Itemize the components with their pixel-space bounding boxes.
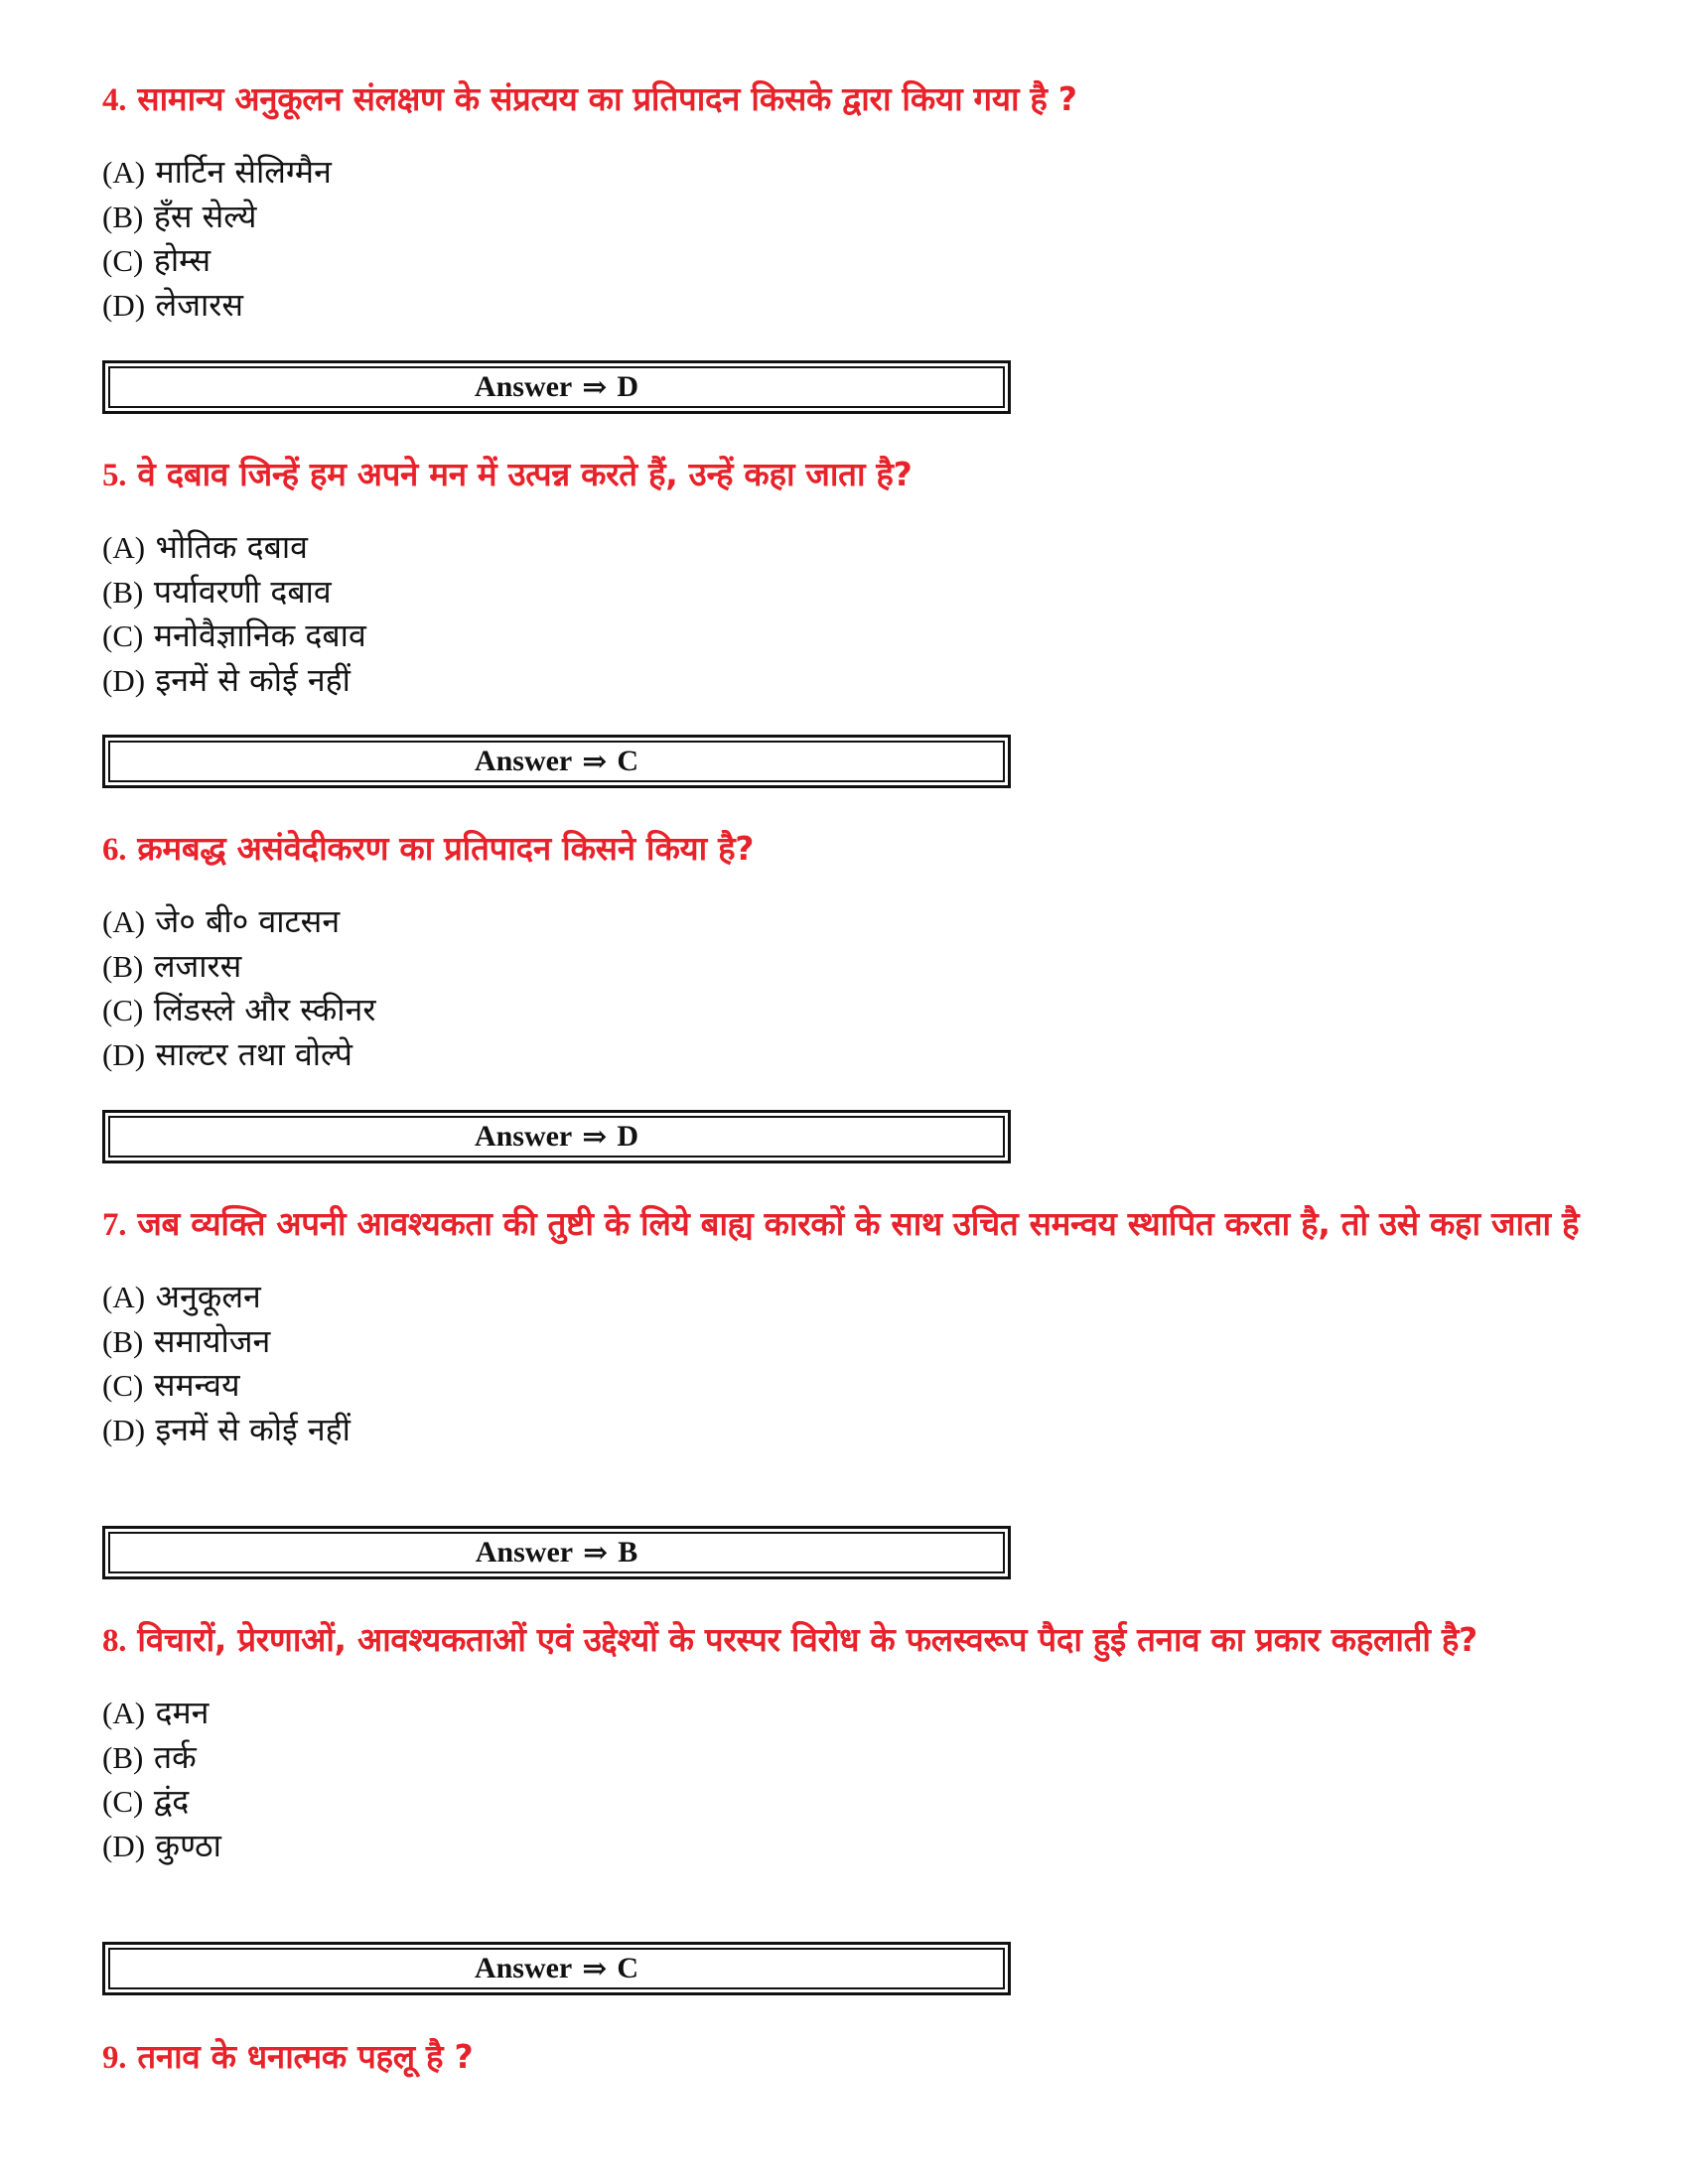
option-text: जे० बी० वाटसन: [155, 902, 341, 940]
answer-value: D: [617, 1120, 639, 1153]
option-letter: (A): [102, 904, 146, 939]
answer-inner: [108, 366, 1005, 408]
option-text: पर्यावरणी दबाव: [153, 572, 332, 611]
option-d: [102, 1408, 1592, 1452]
option-d: [102, 1032, 1592, 1077]
option-letter: (C): [102, 1784, 144, 1819]
option-a: [102, 150, 1592, 195]
option-letter: (D): [102, 1412, 146, 1447]
option-text: हँस सेल्ये: [153, 197, 257, 235]
answer-value: C: [617, 1952, 639, 1984]
option-letter: (D): [102, 1036, 146, 1072]
option-letter: (C): [102, 243, 144, 278]
question-body: वे दबाव जिन्हें हम अपने मन में उत्पन्न करते हैं, उन्हें कहा जाता है?: [137, 455, 913, 493]
option-text: भोतिक दबाव: [155, 528, 308, 566]
option-a: [102, 899, 1592, 944]
option-text: तर्क: [153, 1737, 197, 1776]
answer-label: Answer: [474, 1952, 573, 1984]
option-text: लेजारस: [155, 285, 243, 324]
answer-value: C: [617, 745, 639, 777]
option-letter: (A): [102, 1280, 146, 1314]
answer-inner: [108, 1116, 1005, 1158]
option-letter: (B): [102, 574, 144, 610]
question-body: तनाव के धनात्मक पहलू है ?: [137, 2037, 474, 2076]
option-c: [102, 1363, 1592, 1408]
answer-box-4: [102, 360, 1011, 414]
option-b: [102, 570, 1592, 614]
question-number: 8.: [102, 1623, 127, 1659]
option-letter: (C): [102, 1368, 144, 1403]
question-body: जब व्यक्ति अपनी आवश्यकता की तुष्टी के लिये बाह्य कारकों के साथ उचित समन्वय स्थापित करता है, तो उसे कहा जाता है: [137, 1204, 1580, 1243]
option-letter: (B): [102, 1323, 144, 1359]
option-text: मनोवैज्ञानिक दबाव: [153, 616, 366, 654]
answer-inner: [108, 741, 1005, 782]
option-letter: (D): [102, 287, 146, 323]
options-list: [102, 1691, 1592, 1867]
question-body: क्रमबद्ध असंवेदीकरण का प्रतिपादन किसने किया है?: [137, 829, 755, 868]
answer-label: Answer: [474, 1120, 573, 1153]
option-d: [102, 1824, 1592, 1868]
option-c: [102, 614, 1592, 658]
answer-box-6: [102, 1110, 1011, 1163]
option-text: साल्टर तथा वोल्पे: [155, 1034, 352, 1073]
option-letter: (B): [102, 948, 144, 984]
question-body: सामान्य अनुकूलन संलक्षण के संप्रत्यय का प्रतिपादन किसके द्वारा किया गया है ?: [137, 79, 1077, 118]
question-number: 6.: [102, 832, 127, 868]
option-text: होम्स: [153, 241, 211, 279]
option-text: समायोजन: [153, 1321, 271, 1360]
option-text: दमन: [155, 1694, 210, 1731]
option-letter: (D): [102, 662, 146, 698]
option-a: [102, 1275, 1592, 1319]
question-number: 9.: [102, 2040, 127, 2076]
question-block-8: [102, 1618, 1592, 1867]
option-text: लजारस: [153, 946, 242, 985]
option-letter: (B): [102, 199, 144, 234]
option-b: [102, 944, 1592, 989]
question-text: [102, 827, 1592, 872]
option-letter: (C): [102, 993, 144, 1027]
option-b: [102, 195, 1592, 239]
option-c: [102, 1779, 1592, 1824]
option-text: इनमें से कोई नहीं: [155, 1410, 351, 1448]
option-c: [102, 988, 1592, 1032]
question-text: [102, 1202, 1592, 1247]
question-block-6: [102, 827, 1592, 1076]
option-letter: (C): [102, 618, 144, 653]
option-a: [102, 1691, 1592, 1735]
option-text: द्वंद: [153, 1782, 190, 1820]
question-block-4: [102, 77, 1592, 327]
question-body: विचारों, प्रेरणाओं, आवश्यकताओं एवं उद्देश्यों के परस्पर विरोध के फलस्वरूप पैदा हुई तनाव का प्रकार कहलाती है?: [137, 1620, 1477, 1659]
answer-inner: [108, 1948, 1005, 1989]
options-list: [102, 899, 1592, 1076]
option-b: [102, 1319, 1592, 1364]
option-text: कुण्ठा: [155, 1826, 221, 1864]
answer-label: Answer: [474, 370, 573, 403]
question-number: 5.: [102, 458, 127, 493]
answer-box-7: [102, 1526, 1011, 1579]
question-text: [102, 2035, 1592, 2080]
option-text: समन्वय: [153, 1366, 240, 1404]
answer-label: Answer: [474, 745, 573, 777]
options-list: [102, 150, 1592, 327]
question-block-7: [102, 1202, 1592, 1451]
answer-value: B: [618, 1536, 638, 1569]
question-text: [102, 1618, 1592, 1663]
answer-label: Answer: [475, 1536, 574, 1569]
option-letter: (D): [102, 1828, 146, 1863]
answer-value: D: [617, 370, 639, 403]
answer-box-5: [102, 735, 1011, 788]
option-b: [102, 1735, 1592, 1780]
question-number: 7.: [102, 1207, 127, 1243]
question-text: [102, 453, 1592, 497]
options-list: [102, 525, 1592, 702]
answer-inner: [108, 1532, 1005, 1573]
option-a: [102, 525, 1592, 570]
option-letter: (B): [102, 1739, 144, 1775]
option-d: [102, 658, 1592, 703]
question-text: [102, 77, 1592, 122]
option-c: [102, 238, 1592, 283]
question-block-9: [102, 2035, 1592, 2080]
question-number: 4.: [102, 82, 127, 118]
answer-arrow: ⇒: [582, 1952, 608, 1985]
option-text: मार्टिन सेलिग्मैन: [155, 153, 332, 191]
answer-arrow: ⇒: [582, 1120, 608, 1154]
option-text: लिंडस्ले और स्कीनर: [153, 991, 376, 1028]
option-text: अनुकूलन: [155, 1278, 261, 1315]
answer-arrow: ⇒: [583, 1536, 609, 1570]
option-letter: (A): [102, 1696, 146, 1730]
question-block-5: [102, 453, 1592, 702]
option-d: [102, 283, 1592, 328]
option-letter: (A): [102, 530, 146, 565]
answer-arrow: ⇒: [582, 745, 608, 778]
answer-arrow: ⇒: [582, 370, 608, 404]
answer-box-8: [102, 1942, 1011, 1995]
option-text: इनमें से कोई नहीं: [155, 660, 351, 699]
options-list: [102, 1275, 1592, 1451]
option-letter: (A): [102, 155, 146, 190]
